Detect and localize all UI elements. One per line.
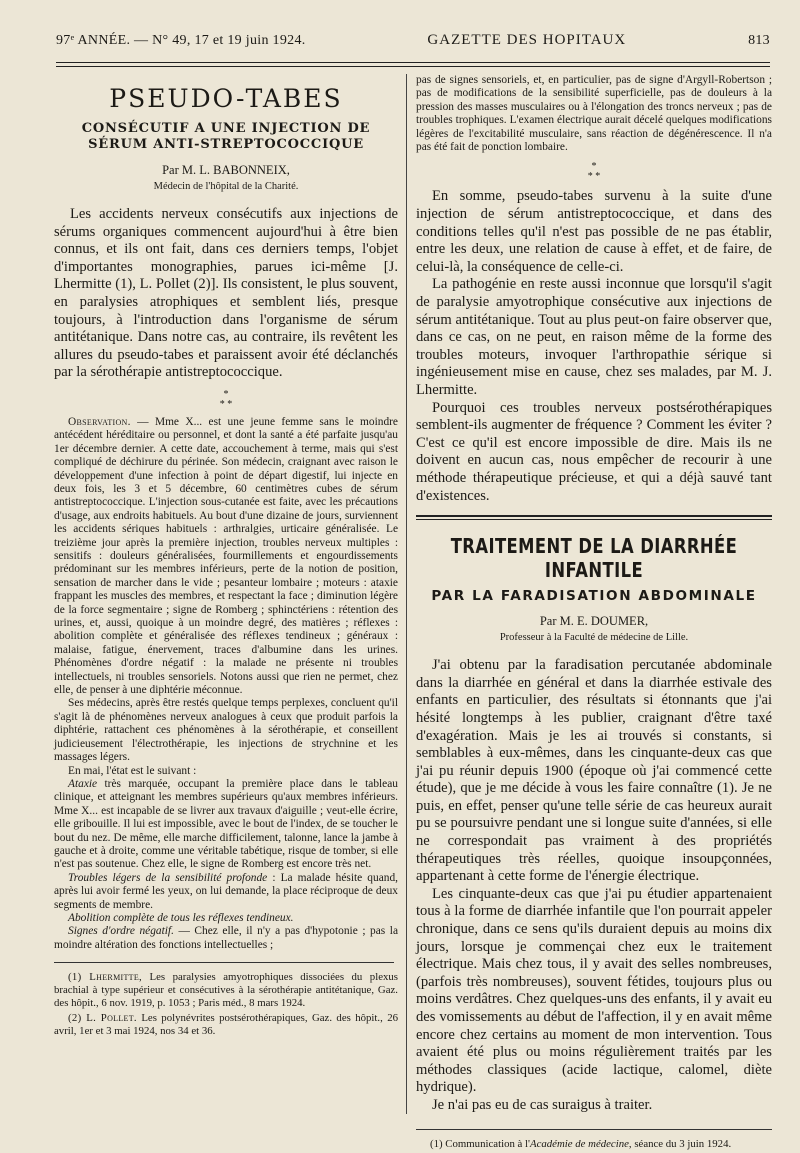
article-separator-thick — [416, 515, 772, 517]
reflexes-lead: Abolition complète de tous les réflexes tendineux. — [68, 911, 294, 924]
left-column — [54, 74, 398, 1040]
footnote-rule — [54, 962, 394, 963]
article2-footnote-label: (1) Communication à l' — [430, 1137, 530, 1150]
footnote-1-text: Les paralysies amyotrophiques dissociées du plexus brachial à type supérieur et consécutives à la sérothérapie antitétanique, Gaz. des hôpit., 6 nov. 1919, p. 1053 ; Paris méd., 8 mars 1924. — [54, 971, 398, 1010]
article2-author: Par M. E. DOUMER, — [539, 614, 649, 629]
article2-paragraph-3: Je n'ai pas eu de cas suraigus à traiter. — [432, 1096, 653, 1113]
conclusion-paragraph-2: La pathogénie en reste aussi inconnue que lorsqu'il s'agit de paralysie amyotrophique consécutive aux injections de sérum antitétanique. Tout au plus peut-on faire observer que, dans ce cas, on ne peut, en raison même de la forme des troubles moteurs, invoquer l'arthropathie sérique si ingénieusement mise en cause, chez ses malades, par M. J. Lhermitte. — [416, 276, 772, 398]
footnote-2-label: (2) L. Pollet. — [68, 1012, 137, 1025]
article2-footnote — [416, 1138, 772, 1151]
article2-footnote-academy: Académie de médecine — [530, 1137, 629, 1150]
article1-subtitle: CONSÉCUTIF A UNE INJECTION DE SÉRUM ANTI-STREPTOCOCCIQUE — [81, 121, 371, 152]
ataxie-text: très marquée, occupant la première place dans le tableau clinique, et atteignant les membres supérieurs qu'aux membres inférieurs. Mme X... est incapable de se livrer aux travaux d'aiguille ; veut-elle écrire, elle gribouille. Il lui est impossible, avec le bout de l'index, de se toucher le bout du nez. De même, elle marche difficilement, talonne, lance la jambe à gauche et à droite, comme une véritable tabétique, risque de tomber, si elle n'est pas soutenue. Chez elle, le signe de Romberg est encore très net. — [54, 777, 398, 871]
footnote-2-text: Les polynévrites postsérothérapiques, Gaz. des hôpit., 26 avril, 1er et 3 mai 1924, nos 34 et 36. — [54, 1012, 399, 1038]
header-rule — [56, 62, 770, 63]
section-stars-2: * * * — [587, 161, 601, 183]
article1-continuation: pas de signes sensoriels, et, en particulier, pas de signe d'Argyll-Robertson ; pas de modifications de la sensibilité superficielle, pas de douleurs à la pression des masses musculaires ou à l'élongation des troncs nerveux ; pas de troubles trophiques. L'examen électrique aurait décelé quelques modifications légères de l'excitabilité musculaire, sans réaction de dégénérescence. Il n'a pas été fait de ponction lombaire. — [416, 74, 772, 154]
article2-title: TRAITEMENT DE LA DIARRHÉE INFANTILE — [450, 534, 738, 583]
ataxie-lead: Ataxie — [68, 777, 98, 790]
article1-author: Par M. L. BABONNEIX, — [162, 163, 290, 177]
footnote-1 — [54, 971, 398, 1010]
sensibilite-text: : La malade hésite quand, après lui avoir fermé les yeux, on lui demande, la place réciproque de deux segments de membre. — [54, 871, 398, 911]
footnote-2 — [54, 1012, 398, 1038]
negatif-text: — Chez elle, il n'y a pas d'hypotonie ; pas la moindre altération des fonctions intellectuelles ; — [54, 925, 399, 951]
header-page-number: 813 — [748, 33, 770, 48]
article-separator-thin — [416, 519, 772, 520]
header-issue: 97ᵉ ANNÉE. — N° 49, 17 et 19 juin 1924. — [56, 33, 306, 48]
article2-affiliation: Professeur à la Faculté de médecine de Lille. — [499, 632, 689, 644]
header-rule-thin — [56, 66, 770, 67]
article1-paragraph-sensibilite — [54, 872, 398, 912]
article2-subtitle: PAR LA FARADISATION ABDOMINALE — [431, 588, 757, 605]
observation-label: Observation. — [68, 415, 131, 428]
article1-title: PSEUDO-TABES — [109, 84, 343, 113]
article1-affiliation: Médecin de l'hôpital de la Charité. — [153, 181, 299, 192]
running-header — [56, 32, 770, 56]
article2-footnote-text: , séance du 3 juin 1924. — [628, 1137, 732, 1150]
article1-paragraph-2: Ses médecins, après être restés quelque temps perplexes, concluent qu'il s'agit là de phénomènes nerveux analogues à ceux que produit parfois la diphtérie, rattachent ces phénomènes à la sérothérapie, et conseillent judicieusement l'électrothérapie, les injections de strychnine et les massages légers. — [54, 697, 398, 764]
observation-text: — Mme X... est une jeune femme sans le moindre antécédent héréditaire ou personnel, et dont la santé a été parfaite jusqu'au 1er décembre dernier. A cette date, accouchement à terme, mais qui s'est compliqué de déchirure du périnée. Son médecin, craignant avec raison le développement d'une infection à point de départ digestif, lui injecte en deux fois, les 3 et 5 décembre, 60 centimètres cubes de sérum antistreptococcique. L'injection sous-cutanée est faite, avec les précautions d'usage, aux endroits habituels. Au bout d'une dizaine de jours, surviennent les accidents sériques habituels : arthralgies, urticaire généralisée. Le treizième jour après la première injection, troubles nerveux multiples : sensitifs : douleurs généralisées, fourmillements et engourdissements prédominant sur les membres inférieurs, perte de la notion de position, sensation de marcher dans le vide ; pesanteur lombaire ; moteurs : ataxie frappant les muscles des membres, et respectant la face ; diminution légère de la force segmentaire ; signe de Romberg ; sphinctériens : rétention des urines, et, aussi, quoique à un moindre degré, des matières ; réflexes : abolition complète et généralisée des réflexes tendineux ; généraux : malaise, fatigue, énervement, traces d'albumine dans les urines. Phénomènes d'ordre négatif : la malade ne présente ni troubles intellectuels, ni troubles sensoriels. Notons aussi que rien ne permet, chez elle, de penser à une diphtérie méconnue. — [54, 415, 398, 697]
conclusion-paragraph-3: Pourquoi ces troubles nerveux postsérothérapiques semblent-ils augmenter de fréquence ? Comment les éviter ? C'est ce qu'il est encore impossible de dire. Mais ils ne doivent en aucun cas, nous empêcher de recourir à une méthode thérapeutique précieuse, et qui a déjà sauvé tant d'existences. — [416, 399, 772, 504]
header-journal-title: GAZETTE DES HOPITAUX — [427, 32, 627, 48]
negatif-lead: Signes d'ordre négatif. — [68, 925, 174, 938]
article1-paragraph-3: En mai, l'état est le suivant : — [68, 764, 197, 777]
footnote-1-label: (1) Lhermitte, — [68, 971, 143, 984]
article2-paragraph-1: J'ai obtenu par la faradisation percutanée abdominale dans la diarrhée en général et dans la diarrhée estivale des enfants en particulier, des résultats si étonnants que j'ai hésité longtemps à les publier, craignant d'être taxé d'exagération. Mais je les ai trouvés si constants, si semblables à eux-mêmes, dans les cinquante-deux cas que j'ai pu réunir depuis 1900 (époque où j'ai commencé cette étude), que je me décide à vous les faire connaître (1). Je ne puis, en effet, penser qu'une telle série de cas heureux aurait pu se poursuivre pendant une si longue suite d'années, si elle ne correspondait pas vraiment à des propriétés thérapeutiques très réelles, quoique insoupçonnées, appartenant à cette forme de l'énergie électrique. — [416, 657, 772, 885]
article1-paragraph-ataxie — [54, 778, 398, 872]
observation-paragraph — [54, 416, 398, 698]
footnote-rule-right — [416, 1129, 772, 1130]
article1-intro: Les accidents nerveux consécutifs aux injections de sérums organiques commencent aujourd'hui à être bien connus, et ils ont fait, dans ces derniers temps, l'objet d'importantes monographies, parues ici-même [J. Lhermitte (1), L. Pollet (2)]. Ils consistent, le plus souvent, en paralysies atrophiques et semblent liés, presque toujours, à l'introduction dans l'organisme de sérum antitétanique. Dans notre cas, au contraire, ils revêtent les allures du pseudo-tabes et paraissent avoir été déclanchés par la sérothérapie antistreptococcique. — [54, 206, 398, 381]
column-divider — [406, 74, 407, 1114]
conclusion-paragraph-1: En somme, pseudo-tabes survenu à la suite d'une injection de sérum antistreptococcique, et dans des conditions telles qu'il n'est pas possible de ne pas établir, entre les deux, une relation de cause à effet, et de faire, de celui-là, la conséquence de celle-ci. — [416, 188, 772, 275]
article1-paragraph-negatif — [54, 925, 398, 952]
right-column — [416, 74, 772, 1153]
article2-paragraph-2: Les cinquante-deux cas que j'ai pu étudier appartenaient tous à la forme de diarrhée infantile que l'on pourrait appeler chronique, dans ce sens qu'ils duraient depuis au moins dix jours, lorsque je commençai chez eux le traitement électrique. Mais chez tous, il y avait des selles nombreuses, (parfois très nombreuses), souvent fétides, toujours plus ou moins verdâtres. Chez quelques-uns des enfants, il y avait eu des vomissements au début de l'affection, il y en avait même encore chez certains au moment de mon intervention. Tous avaient été plus ou moins régulièrement traités par les méthodes classiques (acide lactique, calomel, diète hydrique). — [416, 885, 772, 1096]
section-stars: * * * — [219, 388, 233, 410]
sensibilite-lead: Troubles légers de la sensibilité profonde — [68, 871, 268, 884]
article1-paragraph-reflexes — [54, 912, 398, 925]
